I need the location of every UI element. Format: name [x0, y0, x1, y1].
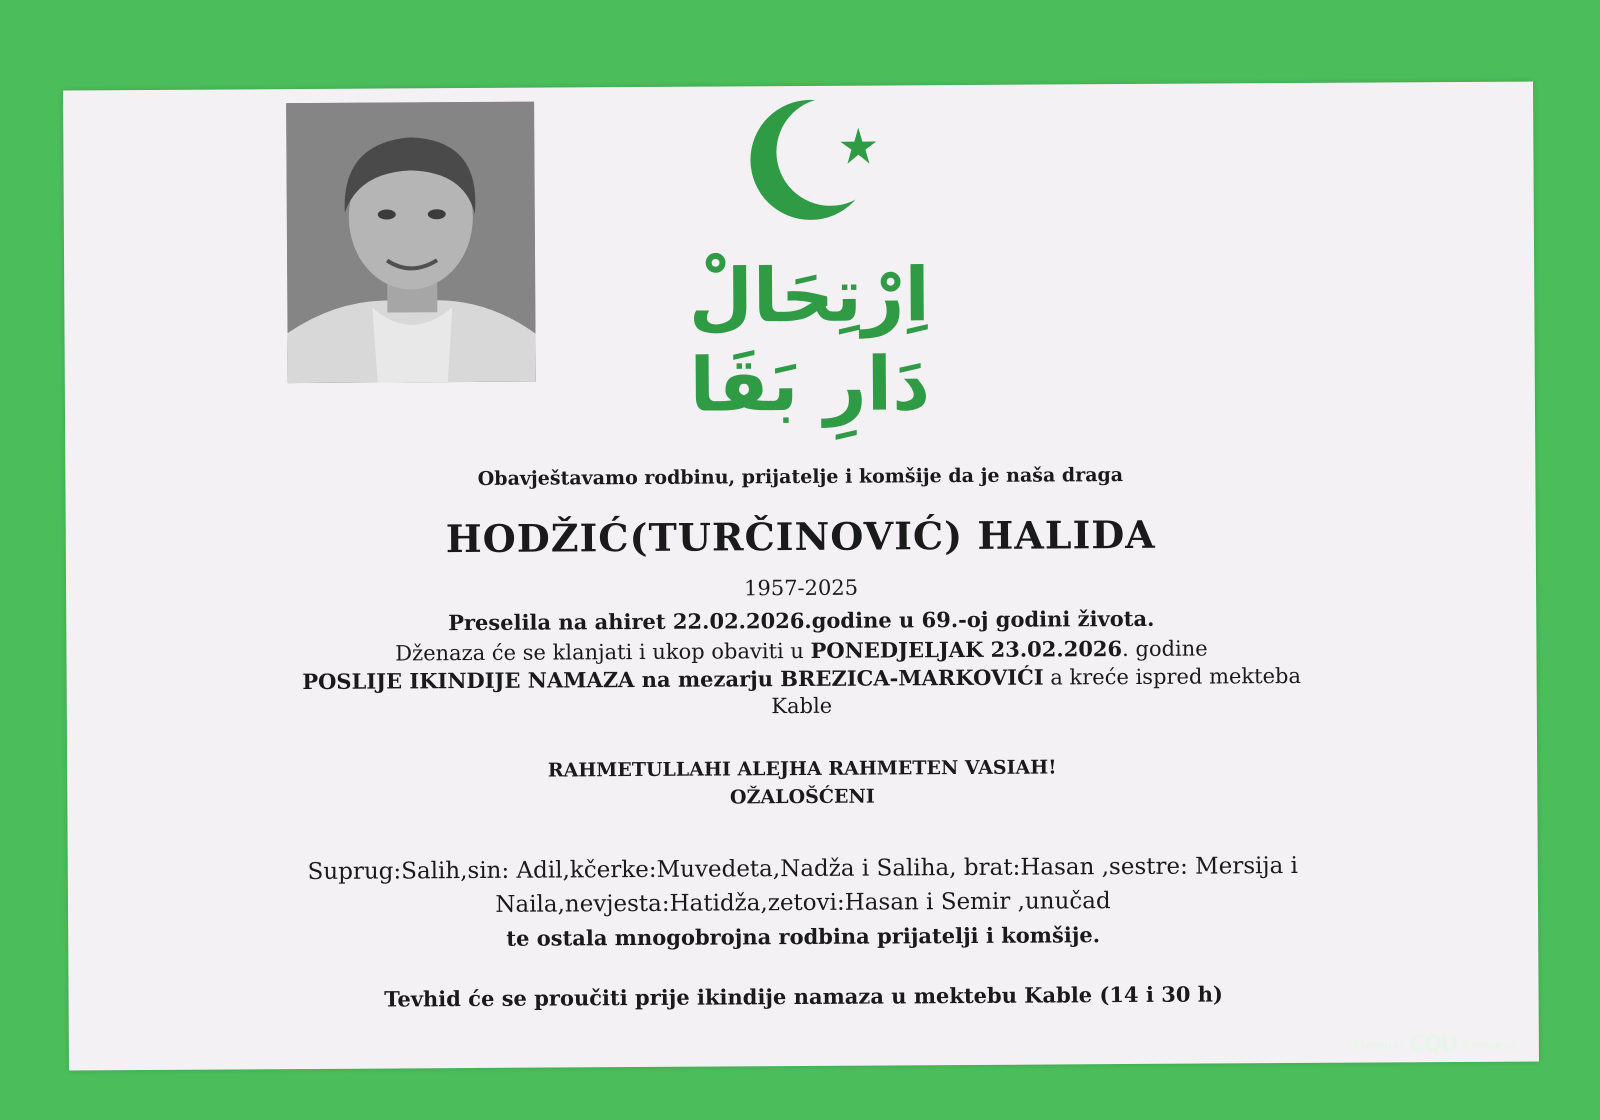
- portrait-photo-graphic: [286, 102, 536, 384]
- kable-text: Kable: [771, 693, 833, 719]
- life-years: 1957-2025: [744, 575, 859, 601]
- arabic-heading: اِرْتِحَالْ دَارِ بَقَا: [688, 252, 931, 429]
- family-line-1: Suprug:Salih,sin: Adil,kčerke:Muvedeta,Nadža i Saliha, brat:Hasan ,sestre: Mersija i: [307, 852, 1299, 886]
- obituary-sheet: [63, 82, 1539, 1071]
- deceased-name: HODŽIĆ(TURČINOVIĆ) HALIDA: [445, 511, 1156, 562]
- rahmet-text: RAHMETULLAHI ALEJHA RAHMETEN VASIAH!: [547, 756, 1057, 782]
- family-line-2: Naila,nevjesta:Hatidža,zetovi:Hasan i Semir ,unučad: [495, 888, 1111, 918]
- family-line-3: te ostala mnogobrojna rodbina prijatelji i komšije.: [506, 922, 1101, 951]
- death-date-line: Preselila na ahiret 22.02.2026.godine u 69.-oj godini života.: [448, 605, 1155, 636]
- printer-logo: CQU: [1409, 1032, 1457, 1057]
- dzenaza-part2: . godine: [1122, 636, 1208, 662]
- printer-city: Sarajevo: [1462, 1038, 1517, 1051]
- print-footer: [1352, 1032, 1517, 1057]
- portrait-photo: [286, 102, 536, 384]
- tevhid-text: Tevhid će se proučiti prije ikindije namaza u mektebu Kable (14 i 30 h): [384, 981, 1223, 1012]
- burial-place: POSLIJE IKINDIJE NAMAZA na mezarju BREZICA-MARKOVIĆI: [302, 664, 1044, 695]
- burial-start: a kreće ispred mekteba: [1043, 663, 1302, 690]
- dzenaza-part1: Dženaza će se klanjati i ukop obaviti u: [395, 638, 811, 666]
- crescent-star-icon: [748, 91, 889, 232]
- intro-text: Obavještavamo rodbinu, prijatelje i komšije da je naša draga: [477, 464, 1124, 490]
- mourners-heading: OŽALOŠĆENI: [729, 785, 875, 809]
- dzenaza-day: PONEDJELJAK 23.02.2026: [810, 636, 1123, 663]
- stampa-label: Štampa:: [1352, 1038, 1404, 1051]
